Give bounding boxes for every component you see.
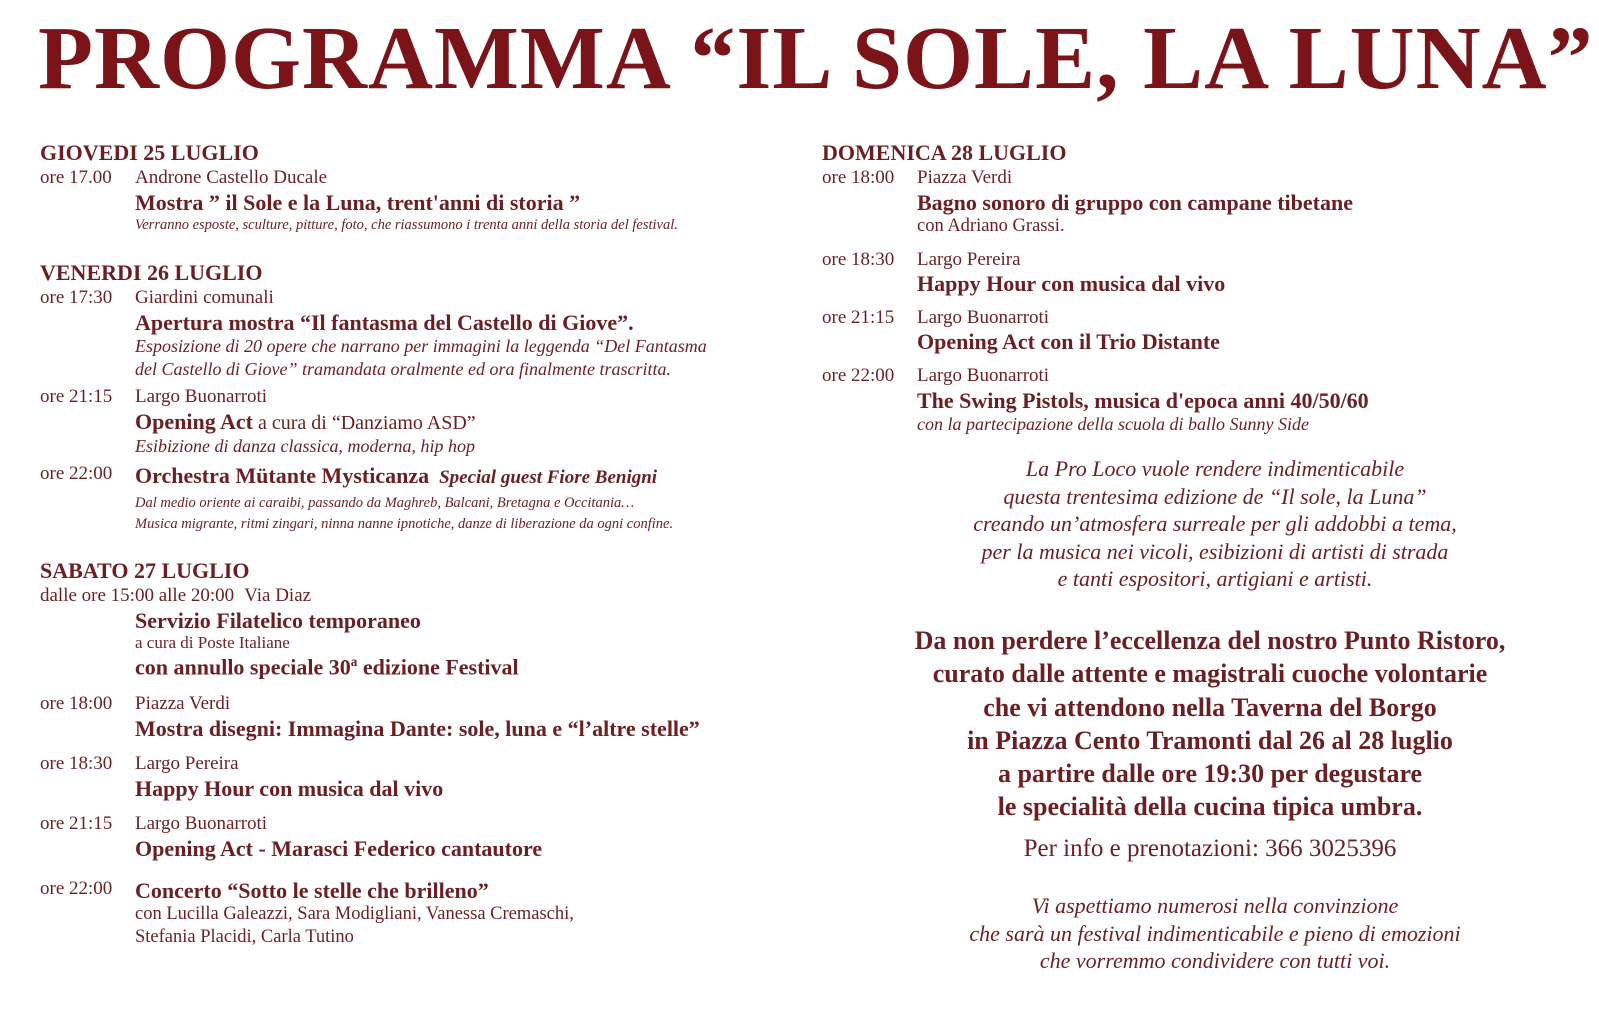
event-title: Opening Act - Marasci Federico cantautore: [135, 836, 543, 862]
event-time: ore 18:30: [822, 248, 895, 270]
event-time: ore 22:00: [822, 364, 895, 386]
event-location: Largo Pereira: [135, 753, 239, 775]
event-description: del Castello di Giove” tramandata oralmente ed ora finalmente trascritta.: [135, 358, 671, 379]
event-item: [40, 813, 780, 861]
closing-line: che vorremmo condividere con tutti voi.: [1039, 948, 1391, 974]
event-location: Largo Buonarroti: [135, 813, 268, 835]
event-subtitle-text: con annullo speciale 30: [135, 653, 351, 679]
event-location: Largo Pereira: [917, 248, 1021, 270]
event-description: con Adriano Grassi.: [917, 216, 1065, 237]
event-title: Bagno sonoro di gruppo con campane tibetane: [917, 190, 1353, 216]
event-title: The Swing Pistols, musica d'epoca anni 40/50/60: [917, 387, 1369, 413]
event-location: Giardini comunali: [135, 286, 274, 308]
event-title: Servizio Filatelico temporaneo: [135, 607, 421, 633]
event-item: [822, 365, 1582, 436]
event-subtitle-rest: edizione Festival: [357, 653, 519, 679]
event-location: Largo Buonarroti: [917, 306, 1050, 328]
ristoro-line: a partire dalle ore 19:30 per degustare: [997, 759, 1423, 789]
event-title-rest: a cura di “Danziamo ASD”: [252, 411, 476, 434]
event-title: Apertura mostra “Il fantasma del Castello di Giove”.: [135, 309, 634, 335]
proloco-message: [870, 455, 1560, 593]
day-heading-sabato: SABATO 27 LUGLIO: [40, 557, 250, 583]
event-subtitle: [135, 654, 780, 680]
event-location: Largo Buonarroti: [135, 386, 268, 408]
event-time: ore 17:30: [40, 286, 113, 308]
proloco-line: La Pro Loco vuole rendere indimenticabile: [1025, 456, 1405, 481]
event-time: ore 21:15: [40, 386, 113, 408]
event-time: ore 18:30: [40, 753, 113, 775]
event-location: Largo Buonarroti: [917, 364, 1050, 386]
event-description: Verranno esposte, sculture, pitture, foto, che riassumono i trenta anni della storia del festival.: [135, 217, 678, 234]
event-title: Opening Act con il Trio Distante: [917, 329, 1220, 355]
event-title-main: Orchestra Mütante Mysticanza: [135, 463, 430, 489]
ristoro-line: Da non perdere l’eccellenza del nostro Punto Ristoro,: [914, 626, 1506, 655]
event-item: [40, 287, 780, 380]
right-column: [822, 140, 1582, 441]
ristoro-line: le specialità della cucina tipica umbra.: [997, 792, 1423, 822]
event-title: Mostra ” il Sole e la Luna, trent'anni di storia ”: [135, 190, 581, 216]
closing-line: Vi aspettiamo numerosi nella convinzione: [1031, 893, 1399, 918]
event-title: Happy Hour con musica dal vivo: [135, 776, 444, 802]
event-item: [822, 307, 1582, 355]
day-heading-giovedi: GIOVEDI 25 LUGLIO: [40, 140, 259, 165]
event-title: Concerto “Sotto le stelle che brilleno”: [135, 877, 489, 903]
event-item: [40, 463, 780, 533]
event-title: [135, 463, 780, 489]
event-time: ore 22:00: [40, 877, 113, 899]
event-description: Esibizione di danza classica, moderna, hip hop: [135, 435, 475, 456]
event-title: Mostra disegni: Immagina Dante: sole, luna e “l’altre stelle”: [135, 716, 700, 742]
event-item: [40, 167, 780, 235]
left-column: [40, 140, 780, 955]
event-item: [40, 878, 780, 950]
proloco-line: creando un’atmosfera surreale per gli addobbi a tema,: [973, 511, 1457, 536]
event-description: Dal medio oriente ai caraibi, passando da Maghreb, Balcani, Bretagna e Occitania…: [135, 495, 635, 512]
page-title: PROGRAMMA “IL SOLE, LA LUNA”: [38, 9, 1594, 108]
event-time: ore 21:15: [822, 306, 895, 328]
special-guest: Special guest Fiore Benigni: [439, 467, 658, 489]
day-heading-domenica: DOMENICA 28 LUGLIO: [822, 140, 1067, 165]
event-item: [40, 386, 780, 457]
event-description: con la partecipazione della scuola di ballo Sunny Side: [917, 413, 1309, 434]
event-description: Musica migrante, ritmi zingari, ninna nanne ipnotiche, danze di liberazione da ogni confine.: [135, 515, 674, 532]
ordinal-sup: a: [350, 653, 358, 669]
event-time: ore 18:00: [822, 167, 895, 189]
event-location: Piazza Verdi: [135, 693, 231, 715]
ristoro-line: curato dalle attente e magistrali cuoche volontarie: [932, 659, 1488, 689]
event-item: [40, 693, 780, 741]
ristoro-announcement: [860, 624, 1560, 824]
proloco-line: per la musica nei vicoli, esibizioni di artisti di strada: [981, 538, 1449, 564]
ristoro-line: in Piazza Cento Tramonti dal 26 al 28 luglio: [967, 725, 1453, 755]
event-description: con Lucilla Galeazzi, Sara Modigliani, Vanessa Cremaschi,: [135, 903, 574, 924]
event-title-main: Opening Act: [135, 408, 253, 434]
event-item: [822, 249, 1582, 297]
event-item: [40, 608, 780, 679]
event-location: Androne Castello Ducale: [135, 167, 328, 189]
event-time: ore 22:00: [40, 463, 113, 485]
event-title: Happy Hour con musica dal vivo: [917, 271, 1226, 297]
closing-line: che sarà un festival indimenticabile e pieno di emozioni: [969, 920, 1461, 946]
event-time: dalle ore 15:00 alle 20:00: [40, 585, 235, 607]
event-title: [135, 409, 780, 435]
event-time: ore 21:15: [40, 813, 113, 835]
event-time: ore 17.00: [40, 167, 112, 189]
proloco-line: questa trentesima edizione de “Il sole, la Luna”: [1003, 483, 1427, 509]
day-heading-venerdi: VENERDI 26 LUGLIO: [40, 259, 263, 285]
event-location: Via Diaz: [244, 585, 312, 607]
event-item: [822, 167, 1582, 238]
event-location: Piazza Verdi: [917, 167, 1013, 189]
proloco-line: e tanti espositori, artigiani e artisti.: [1057, 566, 1373, 591]
closing-message: [870, 892, 1560, 975]
contact-info: Per info e prenotazioni: 366 3025396: [1023, 835, 1397, 862]
event-description: Stefania Placidi, Carla Tutino: [135, 926, 354, 947]
event-item: [40, 753, 780, 801]
event-time-row: [40, 585, 780, 608]
ristoro-line: che vi attendono nella Taverna del Borgo: [983, 692, 1437, 722]
event-time: ore 18:00: [40, 693, 113, 715]
event-description: Esposizione di 20 opere che narrano per immagini la leggenda “Del Fantasma: [135, 336, 707, 357]
event-note: a cura di Poste Italiane: [135, 633, 290, 653]
